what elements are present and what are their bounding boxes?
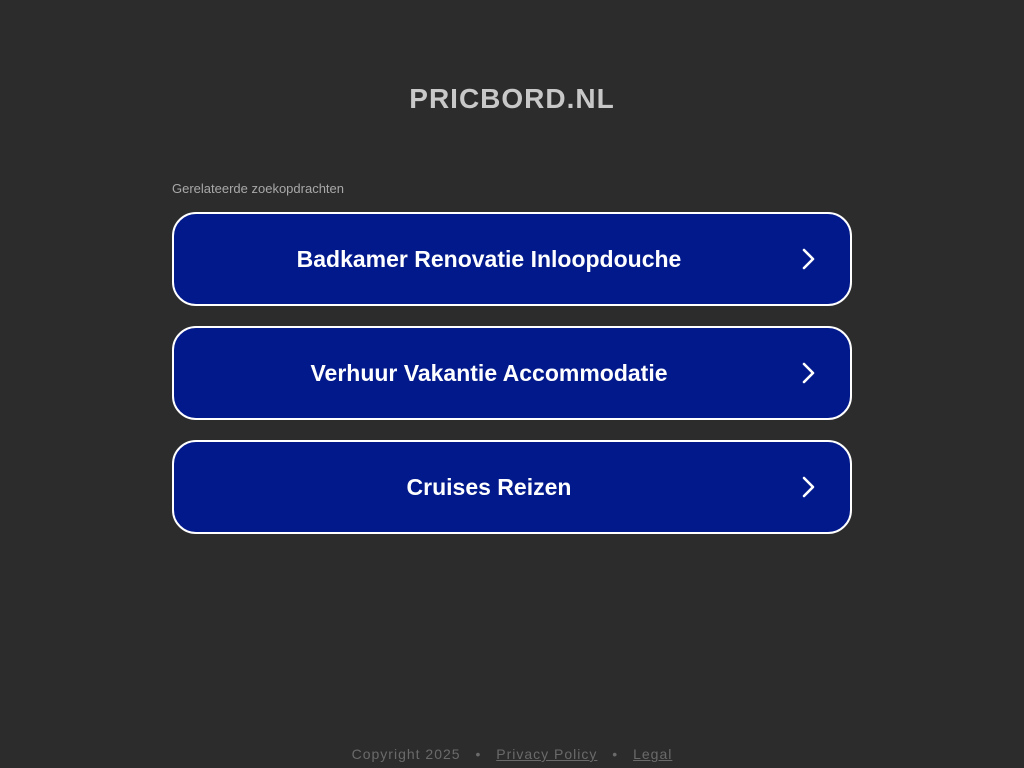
related-searches-list (172, 212, 852, 554)
site-title: PRICBORD.NL (409, 83, 615, 114)
footer-separator: • (475, 746, 482, 762)
chevron-right-icon (796, 475, 820, 499)
related-searches-label: Gerelateerde zoekopdrachten (172, 181, 345, 196)
related-search-link-label: Cruises Reizen (406, 474, 572, 500)
related-search-link-label: Verhuur Vakantie Accommodatie (310, 360, 668, 386)
chevron-right-icon (796, 247, 820, 271)
footer (0, 745, 1024, 763)
related-search-link-vakantie[interactable] (172, 326, 852, 420)
related-search-link-cruises[interactable] (172, 440, 852, 534)
chevron-right-icon (796, 361, 820, 385)
related-search-link-badkamer[interactable] (172, 212, 852, 306)
legal-link[interactable]: Legal (633, 746, 673, 762)
related-search-link-label: Badkamer Renovatie Inloopdouche (296, 246, 682, 272)
copyright-text: Copyright 2025 (351, 746, 461, 762)
privacy-policy-link[interactable]: Privacy Policy (496, 746, 598, 762)
footer-separator: • (612, 746, 619, 762)
